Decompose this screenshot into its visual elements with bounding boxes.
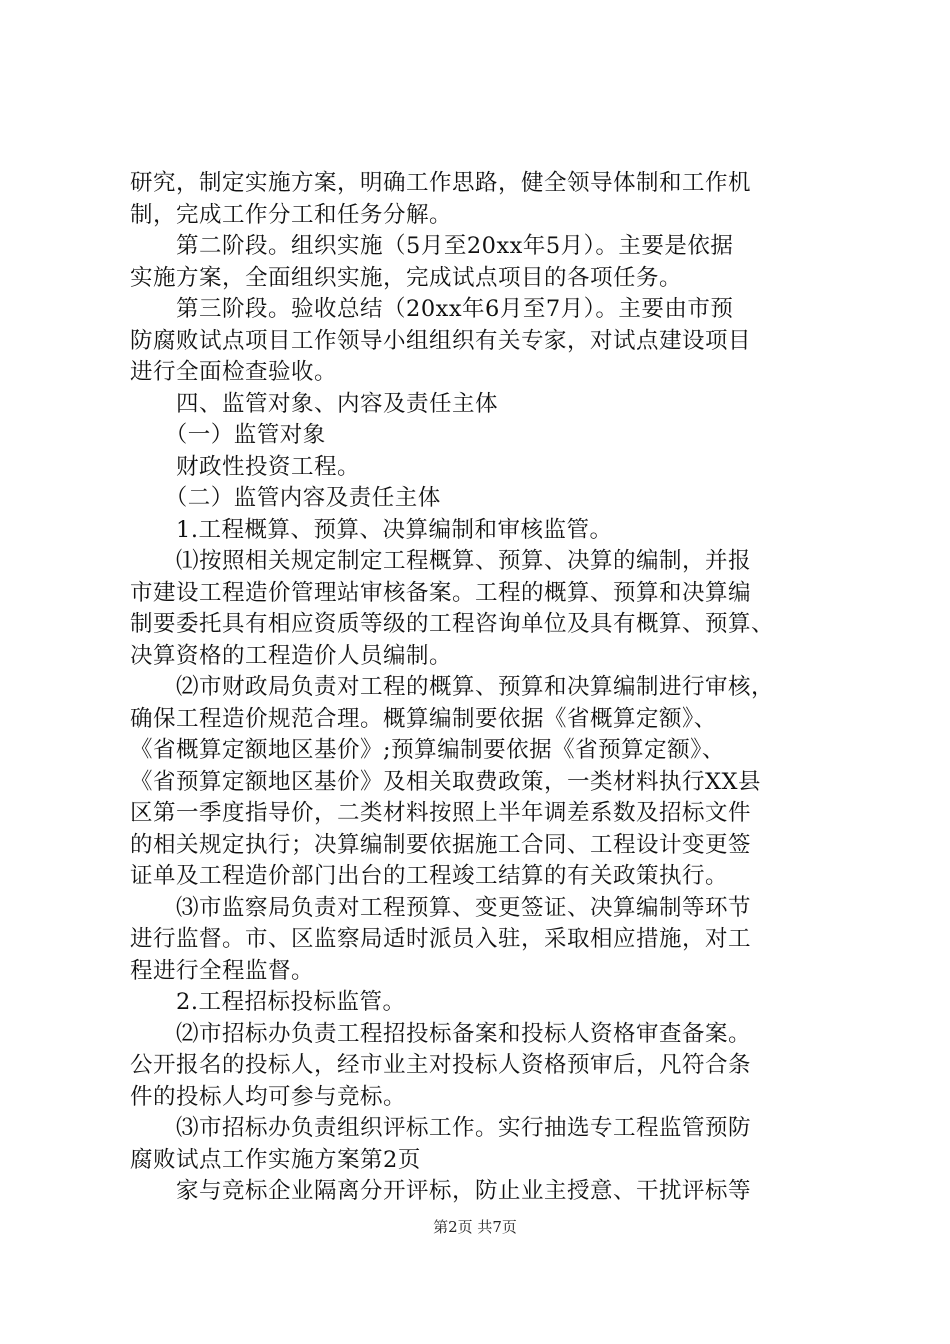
- text-line: 腐败试点工作实施方案第2页: [130, 1146, 421, 1173]
- text-line: 制，完成工作分工和任务分解。: [130, 201, 453, 228]
- text-line: 的相关规定执行；决算编制要依据施工合同、工程设计变更签: [130, 831, 752, 858]
- text-line: ⑵市财政局负责对工程的概算、预算和决算编制进行审核，: [130, 674, 775, 700]
- document-text: [130, 168, 830, 1208]
- text-line: ⑴按照相关规定制定工程概算、预算、决算的编制，并报: [130, 548, 752, 574]
- page-number-label: 第2页 共7页: [433, 1218, 517, 1236]
- text-line: 公开报名的投标人，经市业主对投标人资格预审后，凡符合条: [130, 1052, 752, 1078]
- text-line: 证单及工程造价部门出台的工程竣工结算的有关政策执行。: [130, 863, 729, 889]
- text-line: 进行全面检查验收。: [130, 359, 338, 385]
- section-heading: 四、监管对象、内容及责任主体: [130, 390, 499, 417]
- subsection-heading: （一）监管对象: [130, 422, 326, 448]
- text-line: 第二阶段。组织实施（5月至20xx年5月）。主要是依据: [130, 233, 734, 259]
- subsection-heading: （二）监管内容及责任主体: [130, 485, 441, 511]
- page-footer: [0, 1217, 950, 1237]
- text-line: 《省预算定额地区基价》及相关取费政策，一类材料执行XX县: [130, 768, 762, 795]
- text-line: 市建设工程造价管理站审核备案。工程的概算、预算和决算编: [130, 579, 752, 606]
- text-line: 程进行全程监督。: [130, 957, 315, 984]
- text-line: 确保工程造价规范合理。概算编制要依据《省概算定额》、: [130, 705, 717, 732]
- text-line: 《省概算定额地区基价》;预算编制要依据《省预算定额》、: [130, 737, 725, 763]
- text-line: 研究，制定实施方案，明确工作思路，健全领导体制和工作机: [130, 170, 752, 196]
- text-line: 防腐败试点项目工作领导小组组织有关专家，对试点建设项目: [130, 327, 752, 354]
- item-heading: 2.工程招标投标监管。: [130, 989, 406, 1015]
- text-line: 财政性投资工程。: [130, 453, 361, 480]
- text-line: 区第一季度指导价，二类材料按照上半年调差系数及招标文件: [130, 800, 752, 826]
- text-line: 件的投标人均可参与竞标。: [130, 1083, 407, 1110]
- text-line: 制要委托具有相应资质等级的工程咨询单位及具有概算、预算、: [130, 611, 775, 637]
- item-heading: 1.工程概算、预算、决算编制和审核监管。: [130, 516, 613, 543]
- text-line: 决算资格的工程造价人员编制。: [130, 642, 453, 669]
- text-line: 实施方案，全面组织实施，完成试点项目的各项任务。: [130, 264, 683, 291]
- text-line: ⑵市招标办负责工程招投标备案和投标人资格审查备案。: [130, 1020, 752, 1047]
- text-line: 第三阶段。验收总结（20xx年6月至7月）。主要由市预: [130, 296, 734, 322]
- document-body: [130, 168, 830, 1208]
- text-line: ⑶市招标办负责组织评标工作。实行抽选专工程监管预防: [130, 1115, 752, 1141]
- text-line: 进行监督。市、区监察局适时派员入驻，采取相应措施，对工: [130, 926, 752, 952]
- text-line: ⑶市监察局负责对工程预算、变更签证、决算编制等环节: [130, 894, 752, 921]
- text-line: 家与竞标企业隔离分开评标，防止业主授意、干扰评标等: [130, 1178, 752, 1204]
